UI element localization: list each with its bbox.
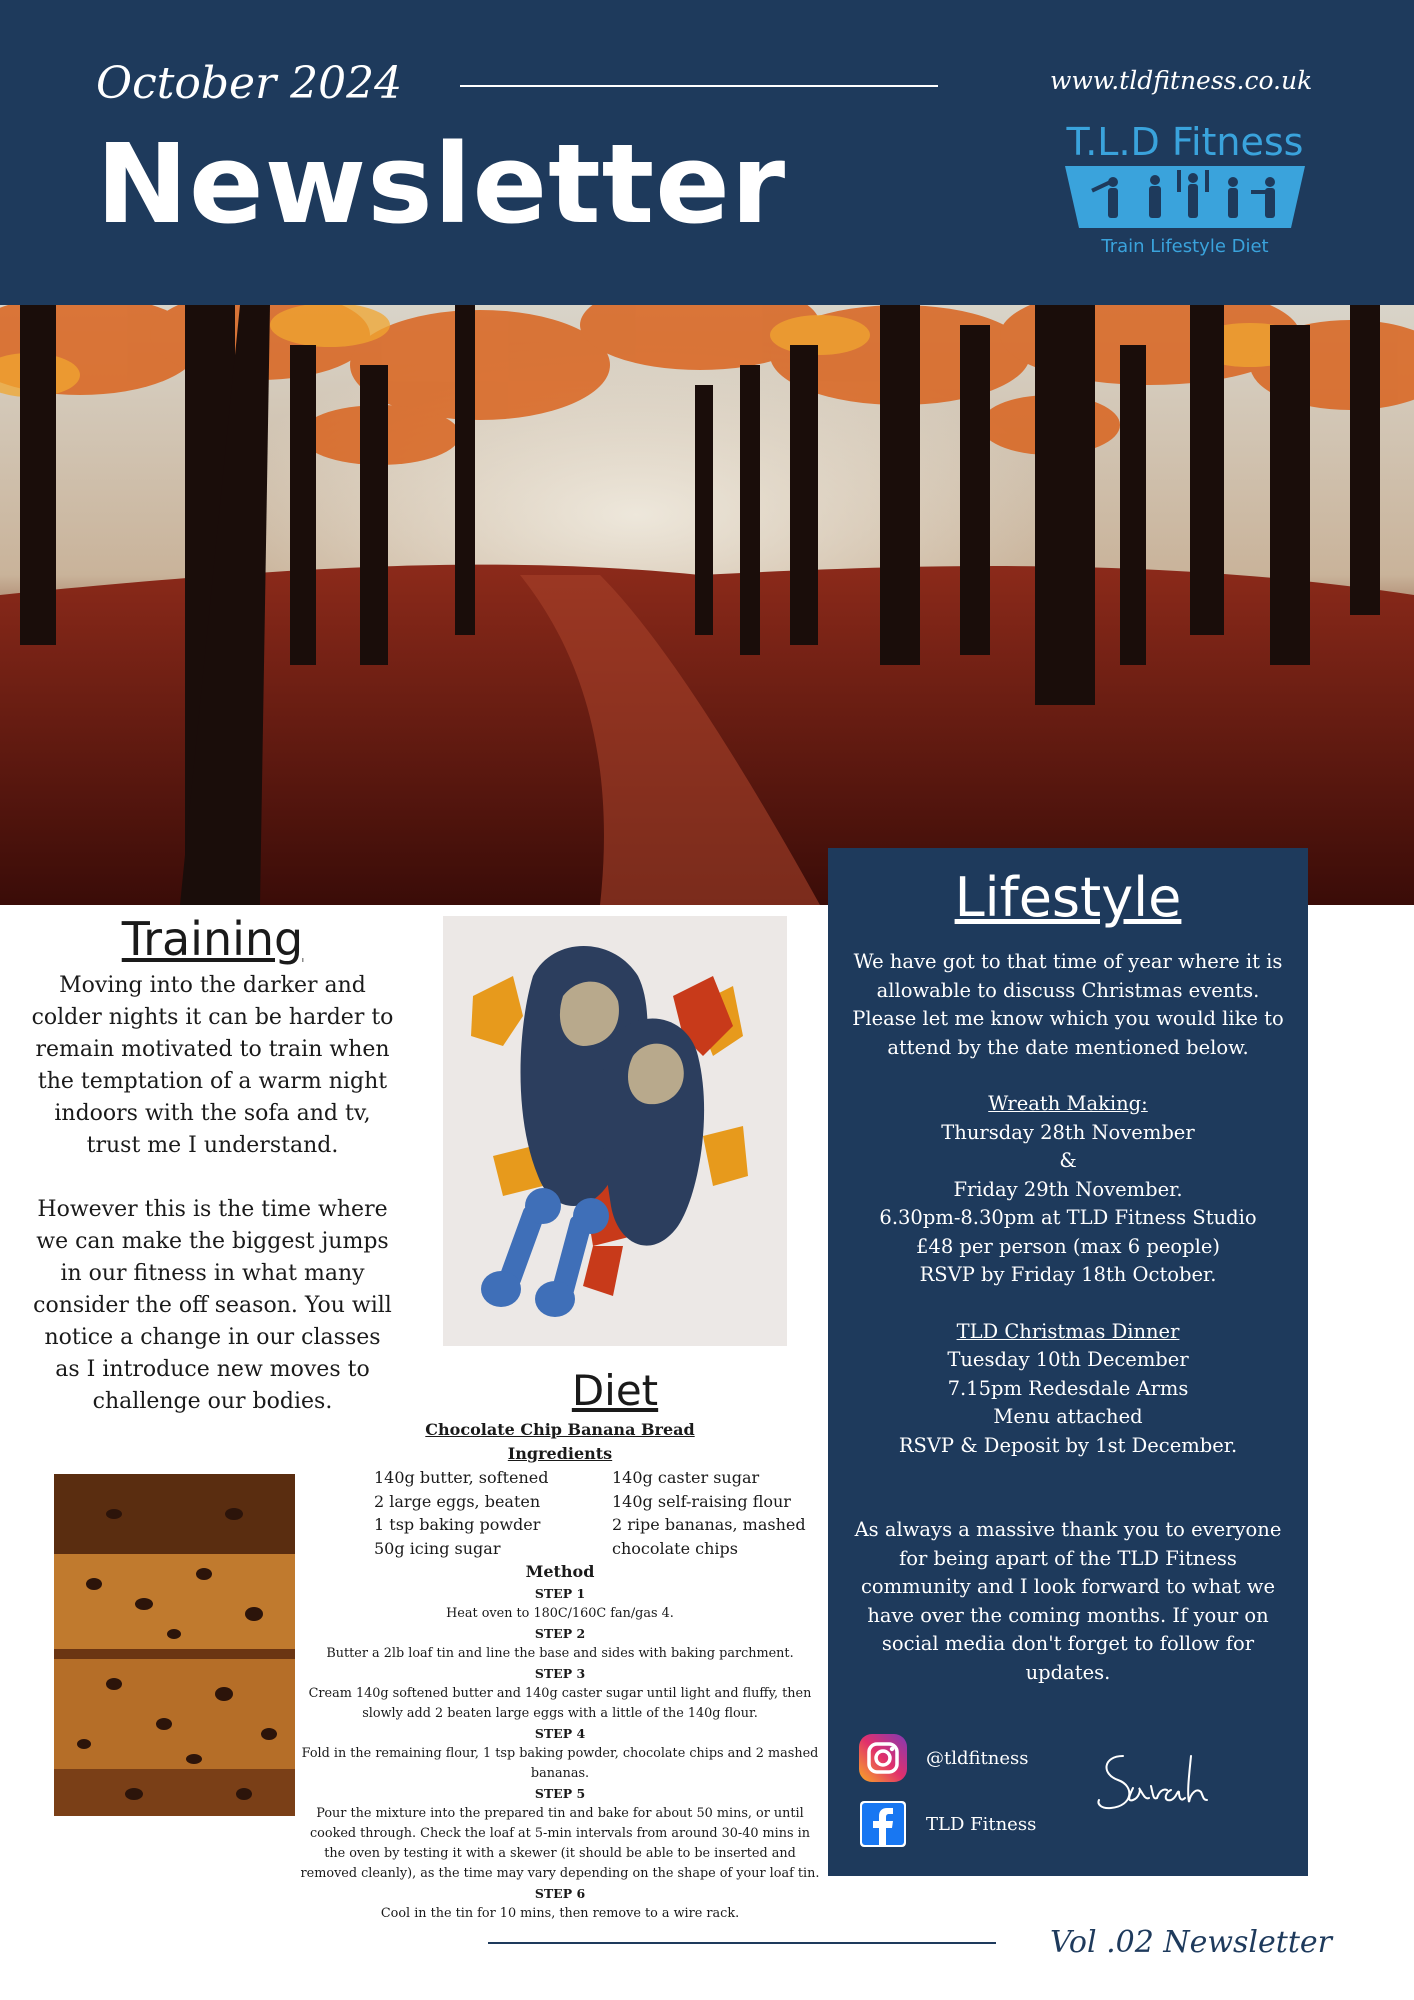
instagram-icon bbox=[858, 1733, 908, 1783]
banana-bread-photo bbox=[54, 1474, 295, 1816]
training-text bbox=[30, 970, 395, 1450]
event-detail: £48 per person (max 6 people) bbox=[916, 1234, 1220, 1258]
autumn-forest-photo bbox=[0, 305, 1414, 905]
ingredients-heading: Ingredients bbox=[507, 1444, 613, 1463]
event-detail: RSVP & Deposit by 1st December. bbox=[898, 1433, 1238, 1457]
method-heading: Method bbox=[525, 1562, 595, 1581]
ingredient-item: 2 ripe bananas, mashed bbox=[612, 1515, 806, 1534]
lifestyle-text bbox=[848, 948, 1288, 1687]
facebook-name: TLD Fitness bbox=[926, 1813, 1037, 1835]
lifestyle-panel bbox=[828, 848, 1308, 1876]
website-link[interactable]: www.tldfitness.co.uk bbox=[1050, 66, 1313, 95]
event-detail: Thursday 28th November bbox=[941, 1120, 1195, 1144]
training-paragraph: However this is the time where we can make the biggest jumps in our fitness in what many consider the off season. You will notice a change in our classes as I introduce new moves to challenge our bodies. bbox=[33, 1197, 392, 1414]
header-banner bbox=[0, 0, 1414, 305]
ingredient-item: 1 tsp baking powder bbox=[374, 1515, 541, 1534]
event-detail: Tuesday 10th December bbox=[947, 1348, 1189, 1371]
sarah-signature bbox=[1093, 1746, 1223, 1826]
step-text: Cool in the tin for 10 mins, then remove to a wire rack. bbox=[380, 1906, 740, 1921]
instagram-link[interactable] bbox=[858, 1733, 1028, 1783]
diet-heading: Diet bbox=[571, 1366, 659, 1415]
step-text: Fold in the remaining flour, 1 tsp baking powder, chocolate chips and 2 mashed bananas. bbox=[301, 1746, 819, 1781]
lifestyle-heading: Lifestyle bbox=[954, 866, 1182, 929]
event-detail: RSVP by Friday 18th October. bbox=[919, 1263, 1217, 1286]
instagram-handle: @tldfitness bbox=[926, 1747, 1029, 1769]
ingredient-item: 140g butter, softened bbox=[374, 1468, 549, 1487]
step-label: STEP 2 bbox=[534, 1626, 586, 1641]
event-title-dinner: TLD Christmas Dinner bbox=[956, 1319, 1180, 1343]
ingredient-item: 2 large eggs, beaten bbox=[374, 1491, 541, 1511]
tld-fitness-logo bbox=[1055, 120, 1315, 270]
ingredient-item: 140g caster sugar bbox=[612, 1468, 760, 1487]
step-text: Heat oven to 180C/160C fan/gas 4. bbox=[446, 1606, 674, 1621]
logo-figures-icon bbox=[1065, 162, 1305, 232]
step-label: STEP 4 bbox=[534, 1726, 586, 1741]
step-label: STEP 5 bbox=[534, 1786, 586, 1801]
step-text: Cream 140g softened butter and 140g caster sugar until light and fluffy, then slowly add 2 beaten large eggs with a little of the 140g flour. bbox=[308, 1686, 812, 1721]
event-detail: 7.15pm Redesdale Arms bbox=[947, 1376, 1189, 1400]
lifestyle-intro: We have got to that time of year where it is allowable to discuss Christmas events. Please let me know which you would like to attend by the date mentioned below. bbox=[852, 950, 1284, 1059]
ingredients-right-column bbox=[612, 1466, 806, 1560]
trainers-and-dumbbells-photo bbox=[443, 916, 787, 1346]
ingredient-item: 50g icing sugar bbox=[374, 1538, 501, 1558]
facebook-link[interactable] bbox=[858, 1799, 1036, 1849]
step-text: Butter a 2lb loaf tin and line the base and sides with baking parchment. bbox=[326, 1646, 794, 1661]
issue-month: October 2024 bbox=[96, 58, 403, 109]
logo-name: T.L.D Fitness bbox=[1066, 120, 1304, 164]
step-label: STEP 1 bbox=[534, 1586, 586, 1601]
newsletter-title: Newsletter bbox=[96, 120, 787, 248]
ingredient-item: 140g self-raising flour bbox=[612, 1491, 791, 1511]
footer-divider bbox=[488, 1942, 996, 1944]
logo-tagline: Train Lifestyle Diet bbox=[1101, 236, 1269, 257]
facebook-icon bbox=[858, 1799, 908, 1849]
step-text: Pour the mixture into the prepared tin and bake for about 50 mins, or until cooked through. Check the loaf at 5-min intervals from around 30-40 mins in the oven by testing it with a skewer (it should be able to be inserted and removed cleanly), as the time may vary depending on the shape of your loaf tin. bbox=[300, 1806, 820, 1881]
ingredient-item: chocolate chips bbox=[612, 1538, 738, 1558]
header-divider bbox=[460, 85, 938, 87]
event-detail: & bbox=[1059, 1149, 1077, 1172]
volume-label: Vol .02 Newsletter bbox=[1050, 1925, 1332, 1960]
event-detail: Menu attached bbox=[993, 1405, 1143, 1428]
ingredients-left-column bbox=[374, 1466, 548, 1560]
event-detail: Friday 29th November. bbox=[953, 1177, 1183, 1201]
event-detail: 6.30pm-8.30pm at TLD Fitness Studio bbox=[879, 1206, 1257, 1229]
step-label: STEP 6 bbox=[534, 1886, 586, 1901]
event-title-wreath: Wreath Making: bbox=[988, 1092, 1148, 1115]
step-label: STEP 3 bbox=[534, 1666, 586, 1681]
training-heading: Training bbox=[121, 912, 304, 966]
recipe-title: Chocolate Chip Banana Bread bbox=[425, 1420, 695, 1439]
thanks-message: As always a massive thank you to everyone for being apart of the TLD Fitness community and I look forward to what we have over the coming months. If your on social media don't forget to follow for updates. bbox=[854, 1518, 1282, 1684]
training-paragraph: Moving into the darker and colder nights it can be harder to remain motivated to train when the temptation of a warm night indoors with the sofa and tv, trust me I understand. bbox=[31, 973, 394, 1158]
method-section bbox=[300, 1560, 820, 1924]
